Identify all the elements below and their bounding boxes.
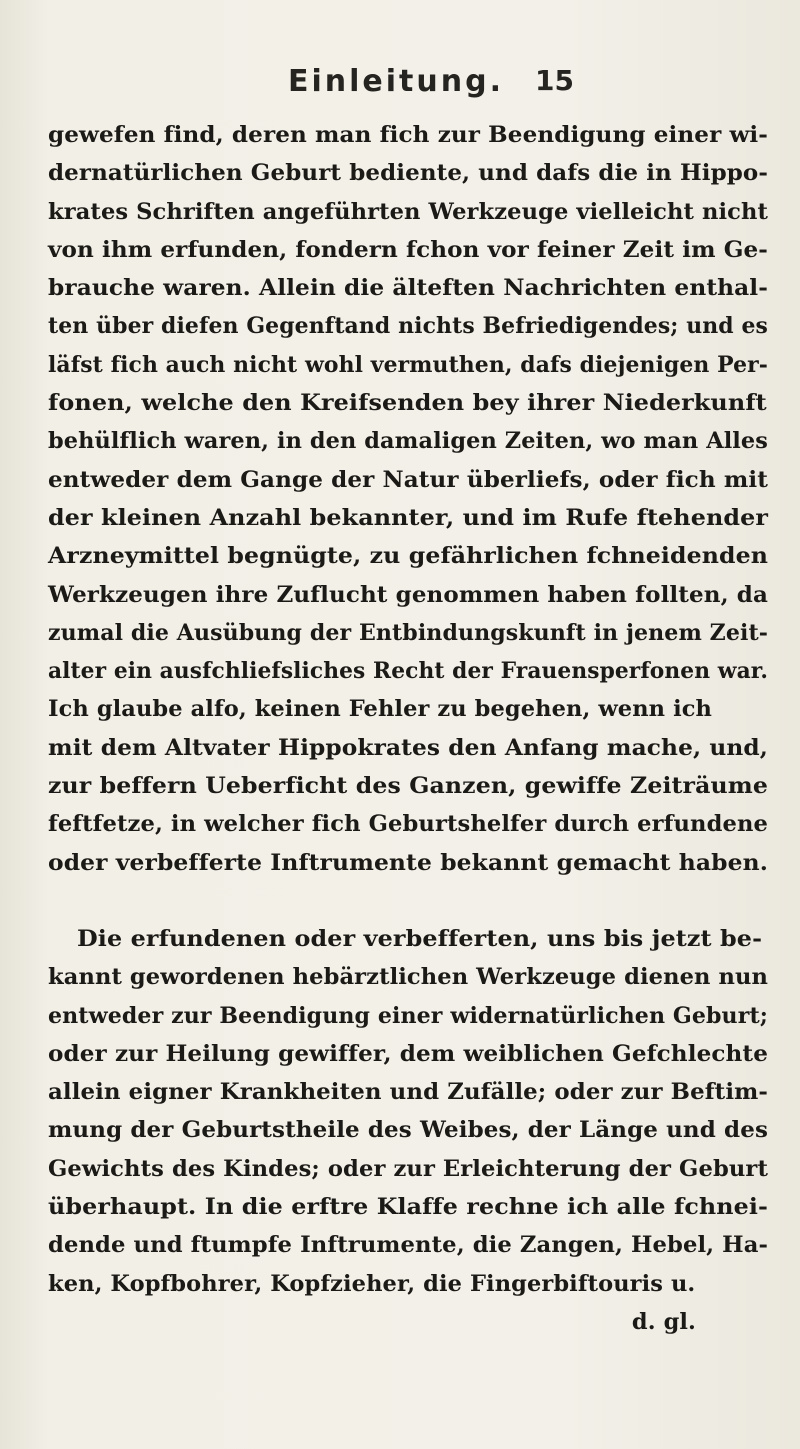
text-line: ten über diefen Gegenftand nichts Befriedigendes; und es [48,313,768,340]
text-line: zur beffern Ueberficht des Ganzen, gewiffe Zeiträume [48,773,768,800]
paragraph-1 [48,116,768,882]
text-line: der kleinen Anzahl bekannter, und im Rufe ftehender [48,504,768,531]
text-line: ken, Kopfbohrer, Kopfzieher, die Fingerbiftouris u. [48,1270,696,1297]
text-line: überhaupt. In die erftre Klaffe rechne ich alle fchnei- [48,1194,768,1221]
text-line: allein eigner Krankheiten und Zufälle; oder zur Beftim- [48,1079,768,1106]
text-line: feftfetze, in welcher fich Geburtshelfer durch erfundene [48,811,769,838]
text-line: alter ein ausfchliefsliches Recht der Frauensperfonen war. [48,658,768,685]
running-title: Einleitung. [288,64,504,99]
text-line: zumal die Ausübung der Entbindungskunft in jenem Zeit- [48,619,768,646]
text-line: brauche waren. Allein die älteften Nachrichten enthal- [48,275,769,302]
paragraph-gap [48,882,768,920]
text-line: Werkzeugen ihre Zuflucht genommen haben follten, da [48,581,768,608]
text-line: krates Schriften angeführten Werkzeuge vielleicht nicht [48,198,769,225]
body-text [48,116,768,1341]
page-number: 15 [535,64,574,97]
text-line: entweder dem Gange der Natur überliefs, oder fich mit [48,466,768,493]
text-line: oder zur Heilung gewiffer, dem weiblichen Gefchlechte [48,1040,768,1067]
text-line: läfst fich auch nicht wohl vermuthen, dafs diejenigen Per- [48,351,768,378]
text-line: entweder zur Beendigung einer widernatürlichen Geburt; [48,1002,768,1029]
text-line: fonen, welche den Kreifsenden bey ihrer Niederkunft [48,390,767,417]
text-line: gewefen find, deren man fich zur Beendigung einer wi- [48,122,768,148]
text-line: mung der Geburtstheile des Weibes, der Länge und des [48,1117,769,1144]
catchword: d. gl. [631,1308,696,1335]
text-line: von ihm erfunden, fondern fchon vor feiner Zeit im Ge- [48,236,768,263]
text-line: Ich glaube alfo, keinen Fehler zu begehen, wenn ich [48,696,712,723]
text-line: Arzneymittel begnügte, zu gefährlichen fchneidenden [48,543,768,570]
text-line: kannt gewordenen hebärztlichen Werkzeuge dienen nun [48,964,768,991]
paragraph-2 [48,920,768,1341]
text-line: Gewichts des Kindes; oder zur Erleichterung der Geburt [48,1155,768,1182]
text-line: oder verbefferte Inftrumente bekannt gemacht haben. [48,849,768,876]
text-line: dernatürlichen Geburt bediente, und dafs die in Hippo- [48,160,768,187]
running-head [0,64,800,104]
text-line: mit dem Altvater Hippokrates den Anfang mache, und, [48,734,768,761]
text-line: dende und ftumpfe Inftrumente, die Zangen, Hebel, Ha- [48,1232,768,1259]
text-line: behülflich waren, in den damaligen Zeiten, wo man Alles [48,428,768,455]
text-line: Die erfundenen oder verbefferten, uns bis jetzt be- [77,925,763,952]
